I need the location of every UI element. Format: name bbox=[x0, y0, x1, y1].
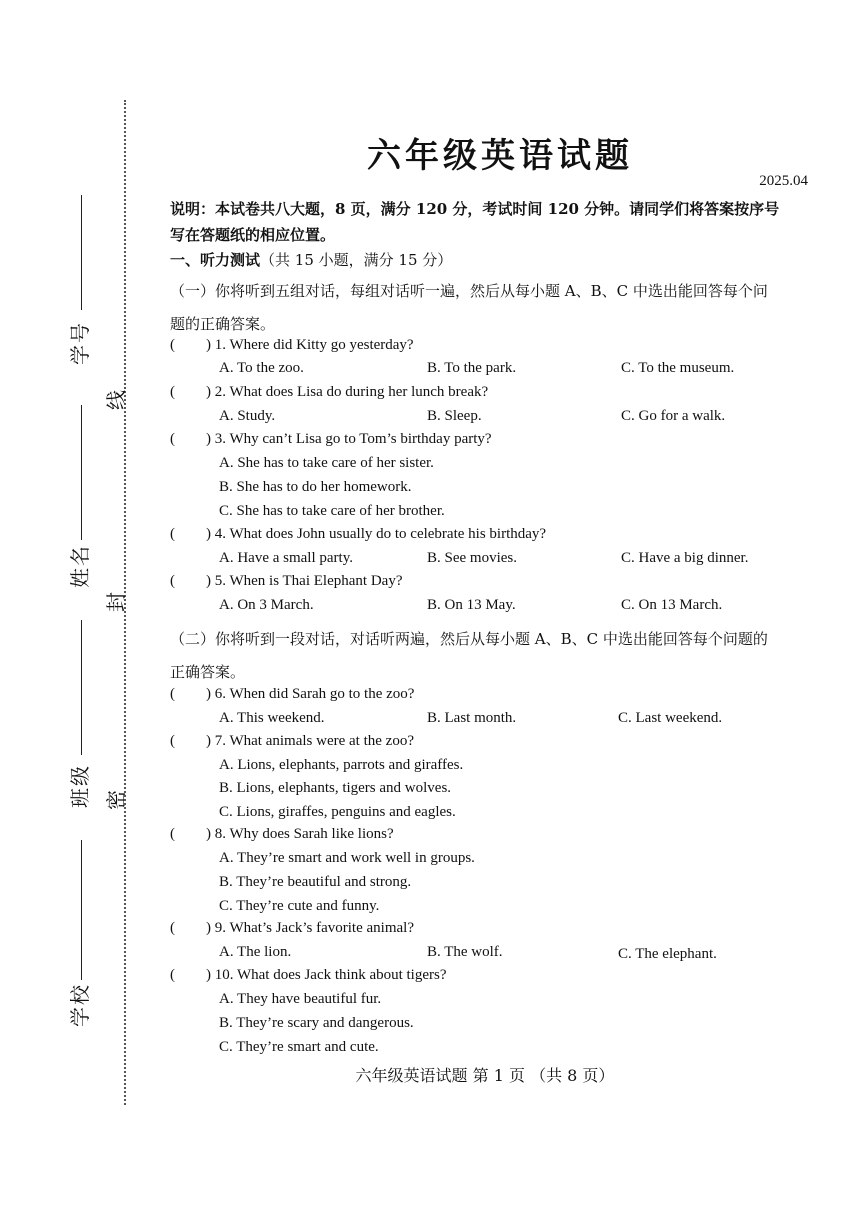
question-1-option-b: B. To the park. bbox=[427, 360, 517, 376]
question-2-text: ) 2. What does Lisa do during her lunch break? bbox=[206, 384, 489, 400]
part2-instructions-line-2: 正确答案。 bbox=[170, 663, 246, 681]
question-4-option-c: C. Have a big dinner. bbox=[621, 550, 749, 566]
question-1-paren: ( bbox=[170, 337, 175, 353]
seal-mark-seal: 封 bbox=[104, 592, 128, 612]
student-id-blank-line bbox=[81, 195, 82, 310]
question-3-option-a: A. She has to take care of her sister. bbox=[219, 455, 434, 471]
question-7-paren: ( bbox=[170, 733, 175, 749]
question-10-paren: ( bbox=[170, 967, 175, 983]
question-5-option-c: C. On 13 March. bbox=[621, 597, 723, 613]
question-9-option-b: B. The wolf. bbox=[427, 944, 503, 960]
page-footer: 六年级英语试题 第 1 页 （共 8 页） bbox=[355, 1066, 615, 1085]
question-9-option-a: A. The lion. bbox=[219, 944, 292, 960]
question-8-text: ) 8. Why does Sarah like lions? bbox=[206, 826, 394, 842]
question-8-option-b: B. They’re beautiful and strong. bbox=[219, 874, 412, 890]
question-5-paren: ( bbox=[170, 573, 175, 589]
class-label: 班级 bbox=[68, 764, 92, 808]
question-5-option-a: A. On 3 March. bbox=[219, 597, 314, 613]
question-8-option-a: A. They’re smart and work well in groups. bbox=[219, 850, 475, 866]
instructions-line-2: 写在答题纸的相应位置。 bbox=[170, 226, 336, 244]
question-8-paren: ( bbox=[170, 826, 175, 842]
seal-mark-line: 线 bbox=[104, 390, 128, 410]
seal-mark-secret: 密 bbox=[104, 790, 128, 810]
name-label: 姓名 bbox=[68, 544, 92, 588]
instructions-line-1: 说明：本试卷共八大题，8 页，满分 120 分，考试时间 120 分钟。请同学们将答案按序号 bbox=[170, 200, 780, 218]
question-6-paren: ( bbox=[170, 686, 175, 702]
question-7-option-b: B. Lions, elephants, tigers and wolves. bbox=[219, 780, 452, 796]
class-blank-line bbox=[81, 620, 82, 755]
question-9-option-c: C. The elephant. bbox=[618, 946, 717, 962]
question-3-text: ) 3. Why can’t Lisa go to Tom’s birthday party? bbox=[206, 431, 492, 447]
page-title: 六年级英语试题 bbox=[367, 136, 633, 176]
question-3-option-c: C. She has to take care of her brother. bbox=[219, 503, 445, 519]
question-9-paren: ( bbox=[170, 920, 175, 936]
question-7-text: ) 7. What animals were at the zoo? bbox=[206, 733, 414, 749]
question-4-paren: ( bbox=[170, 526, 175, 542]
question-6-text: ) 6. When did Sarah go to the zoo? bbox=[206, 686, 415, 702]
question-1-text: ) 1. Where did Kitty go yesterday? bbox=[206, 337, 414, 353]
part1-instructions-line-1: （一）你将听到五组对话，每组对话听一遍，然后从每小题 A、B、C 中选出能回答每个问 bbox=[170, 282, 768, 300]
question-6-option-b: B. Last month. bbox=[427, 710, 517, 726]
section-title: 一、听力测试 bbox=[170, 251, 261, 269]
school-blank-line bbox=[81, 840, 82, 980]
question-6-option-a: A. This weekend. bbox=[219, 710, 325, 726]
question-7-option-a: A. Lions, elephants, parrots and giraffes. bbox=[219, 757, 464, 773]
question-10-option-c: C. They’re smart and cute. bbox=[219, 1039, 379, 1055]
question-10-text: ) 10. What does Jack think about tigers? bbox=[206, 967, 447, 983]
question-2-option-a: A. Study. bbox=[219, 408, 276, 424]
question-3-option-b: B. She has to do her homework. bbox=[219, 479, 412, 495]
question-1-option-a: A. To the zoo. bbox=[219, 360, 304, 376]
question-7-option-c: C. Lions, giraffes, penguins and eagles. bbox=[219, 804, 456, 820]
question-4-option-b: B. See movies. bbox=[427, 550, 517, 566]
school-label: 学校 bbox=[68, 983, 92, 1027]
question-4-text: ) 4. What does John usually do to celebrate his birthday? bbox=[206, 526, 547, 542]
question-10-option-a: A. They have beautiful fur. bbox=[219, 991, 382, 1007]
question-2-paren: ( bbox=[170, 384, 175, 400]
question-8-option-c: C. They’re cute and funny. bbox=[219, 898, 380, 914]
question-5-option-b: B. On 13 May. bbox=[427, 597, 516, 613]
exam-date: 2025.04 bbox=[759, 173, 808, 189]
question-5-text: ) 5. When is Thai Elephant Day? bbox=[206, 573, 403, 589]
question-1-option-c: C. To the museum. bbox=[621, 360, 735, 376]
student-id-label: 学号 bbox=[68, 321, 92, 365]
question-2-option-b: B. Sleep. bbox=[427, 408, 482, 424]
part2-instructions-line-1: （二）你将听到一段对话，对话听两遍，然后从每小题 A、B、C 中选出能回答每个问题的 bbox=[170, 630, 768, 648]
question-6-option-c: C. Last weekend. bbox=[618, 710, 723, 726]
section-heading bbox=[170, 249, 452, 270]
part1-instructions-line-2: 题的正确答案。 bbox=[170, 315, 276, 333]
name-blank-line bbox=[81, 405, 82, 540]
question-9-text: ) 9. What’s Jack’s favorite animal? bbox=[206, 920, 414, 936]
question-10-option-b: B. They’re scary and dangerous. bbox=[219, 1015, 414, 1031]
question-3-paren: ( bbox=[170, 431, 175, 447]
question-4-option-a: A. Have a small party. bbox=[219, 550, 353, 566]
section-note: （共 15 小题，满分 15 分） bbox=[260, 251, 453, 269]
question-2-option-c: C. Go for a walk. bbox=[621, 408, 726, 424]
